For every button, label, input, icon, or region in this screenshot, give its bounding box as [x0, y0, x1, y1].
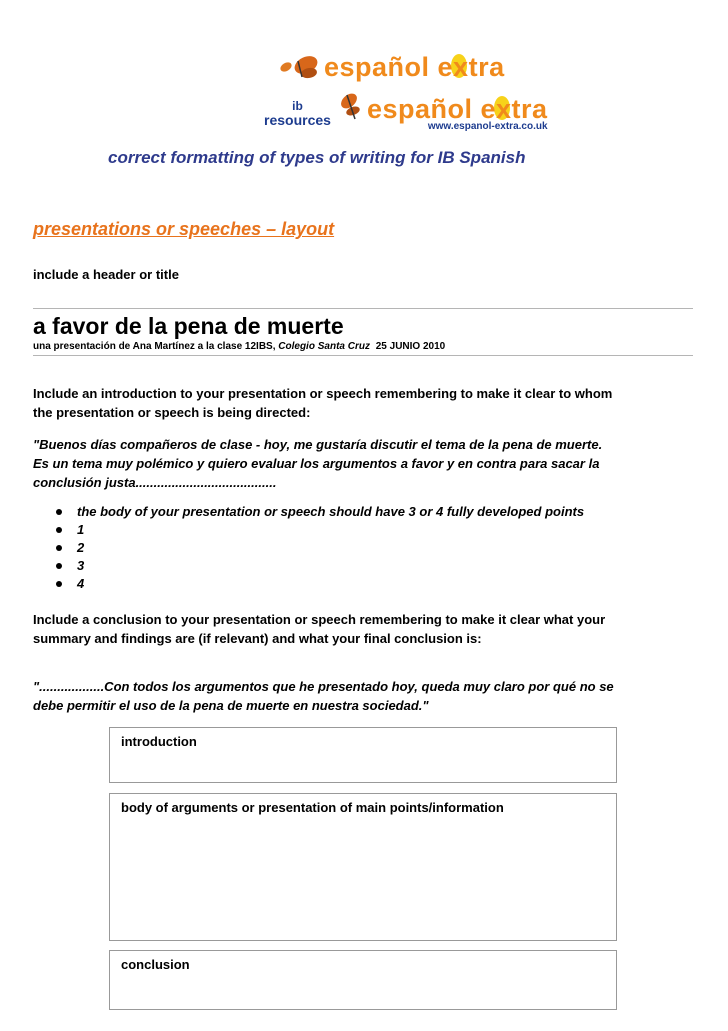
brand-x: x	[495, 94, 512, 124]
intro-instruction	[33, 384, 612, 422]
butterfly-icon	[337, 89, 367, 125]
conclusion-instruction-line: summary and findings are (if relevant) and what your final conclusion is:	[33, 631, 482, 646]
list-item: the body of your presentation or speech should have 3 or 4 fully developed points	[56, 503, 584, 521]
logo-top	[276, 52, 505, 83]
conclusion-box-label: conclusion	[121, 957, 190, 972]
page-title: correct formatting of types of writing for IB Spanish	[108, 148, 526, 167]
conclusion-quote-line: debe permitir el uso de la pena de muerte en nuestra sociedad."	[33, 698, 429, 713]
list-item: 4	[56, 575, 584, 593]
ib-resources-mark	[264, 100, 331, 128]
intro-instruction-line: the presentation or speech is being directed:	[33, 405, 311, 420]
conclusion-instruction	[33, 610, 605, 648]
body-box-label: body of arguments or presentation of main points/information	[121, 800, 504, 815]
brand-x: x	[453, 52, 469, 82]
subtitle-date: 25 JUNIO 2010	[375, 341, 446, 352]
ib-label: ib	[292, 99, 303, 113]
list-item: 1	[56, 521, 584, 539]
intro-quote-line: conclusión justa.......................................	[33, 475, 277, 490]
intro-quote-line: "Buenos días compañeros de clase - hoy, me gustaría discutir el tema de la pena de muerte.	[33, 437, 603, 452]
intro-quote-line: Es un tema muy polémico y quiero evaluar los argumentos a favor y en contra para sacar la	[33, 456, 600, 471]
divider-top	[33, 308, 693, 309]
brand-name-end: tra	[511, 94, 548, 124]
conclusion-instruction-line: Include a conclusion to your presentation or speech remembering to make it clear what your	[33, 612, 606, 627]
points-list	[56, 503, 584, 593]
list-item: 2	[56, 539, 584, 557]
include-header-text: include a header or title	[33, 267, 179, 282]
brand-name: español e	[366, 94, 496, 124]
logo-bottom	[264, 96, 548, 132]
section-heading: presentations or speeches – layout	[33, 219, 335, 239]
list-item: 3	[56, 557, 584, 575]
subtitle-school: Colegio Santa Cruz	[278, 341, 370, 352]
introduction-box-label: introduction	[121, 734, 197, 749]
resources-label: resources	[264, 112, 331, 128]
intro-quote	[33, 435, 602, 492]
butterfly-icon	[276, 53, 324, 83]
introduction-box	[109, 727, 617, 783]
conclusion-box	[109, 950, 617, 1010]
subtitle-prefix: una presentación de Ana Martínez a la clase 12IBS,	[33, 341, 276, 352]
body-box	[109, 793, 617, 941]
example-subtitle	[33, 341, 445, 352]
example-title: a favor de la pena de muerte	[33, 313, 344, 339]
brand-name: español e	[324, 52, 454, 82]
intro-instruction-line: Include an introduction to your presentation or speech remembering to make it clear to whom	[33, 386, 613, 401]
conclusion-quote	[33, 677, 614, 715]
conclusion-quote-line: "..................Con todos los argumentos que he presentado hoy, queda muy claro por qué no se	[33, 679, 614, 694]
divider-bottom	[33, 355, 693, 356]
brand-name-end: tra	[468, 52, 505, 82]
website-url: www.espanol-extra.co.uk	[427, 121, 548, 132]
